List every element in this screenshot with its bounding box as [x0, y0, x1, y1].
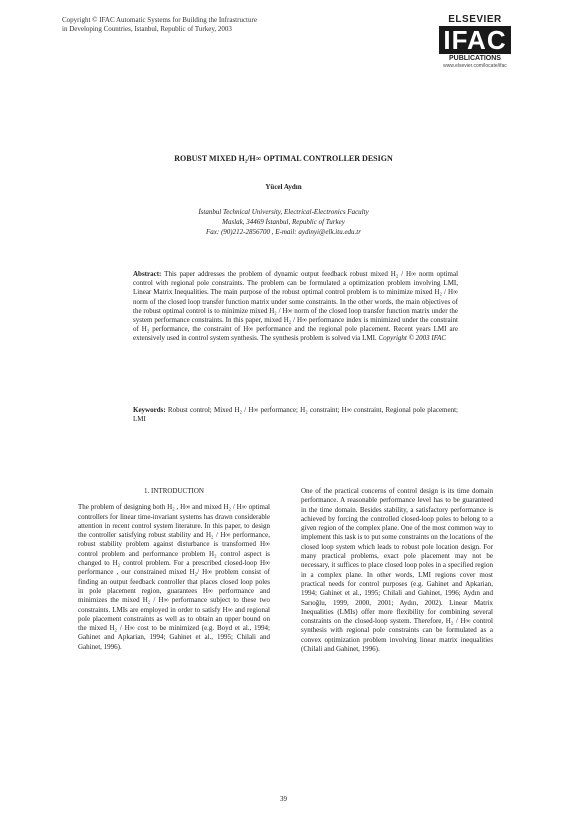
copyright-header: [62, 16, 257, 34]
elsevier-ifac-logo: [425, 14, 525, 69]
keywords-label: Keywords:: [133, 406, 166, 414]
paper-title: ROBUST MIXED H₂/H∞ OPTIMAL CONTROLLER DESIGN: [174, 154, 393, 163]
page-number: 39: [280, 795, 287, 803]
publications-label: PUBLICATIONS: [449, 55, 501, 62]
affiliation-line-1: İstanbul Technical University, Electrical-Electronics Faculty: [198, 208, 369, 216]
affiliation-line-3: Fax: (90)212-2856700 , E-mail: aydinyi@elk.itu.edu.tr: [206, 228, 361, 236]
intro-paragraph-1: The problem of designing both H₂ , H∞ and mixed H₂ / H∞ optimal controllers for linear time-invariant systems has drawn considerable attention in recent control system literature. In this paper, to design the controller satisfying robust stability and H₂ / H∞ performance, robust stability problem against disturbance is transformed H∞ control problem and performance problem H₂ control aspect is changed to H₂ control problem. For a prescribed closed-loop H∞ performance , our constrained mixed H₂/ H∞ problem consist of finding an output feedback controller that places closed loop poles in pole placement region, guarantees H∞ performance and minimizes the mixed H₂ / H∞ performance subject to these two constraints. LMIs are employed in order to satisfy H∞ and regional pole placement constraints as well as to obtain an upper bound on the mixed H₂ / H∞ cost to be minimized (e.g. Boyd et al., 1994; Gahinet and Apkarian, 1994; Gahinet et al., 1995; Chilali and Gahinet, 1996).: [78, 503, 270, 651]
intro-paragraph-2: One of the practical concerns of control design is its time domain performance. A reasonable performance level has to be guaranteed in the time domain. Besides stability, a satisfactory performance is achieved by forcing the controlled closed-loop poles to belong to a given region of the complex plane. One of the most common way to implement this task is to put some constraints on the locations of the closed loop system which leads to robust pole location design. For many practical problems, exact pole placement may not be necessary, it suffices to place closed loop poles in a specified region in a complex plane. In other words, LMI regions cover most practical needs for control purposes (e.g. Gahinet and Apkarian, 1994; Gahinet et al., 1995; Chilali and Gahinet, 1996; Aydın and Sarıoğlu, 1999, 2000, 2001; Aydın, 2002). Linear Matrix Inequalities (LMIs) offer more flexibility for combining several constraints on the closed-loop system. Therefore, H₂ / H∞ control synthesis with regional pole constraints can be formulated as a convex optimization problem involving linear matrix inequalities (Chilali and Gahinet, 1996).: [301, 487, 493, 654]
copyright-line-2: in Developing Countries, Istanbul, Republic of Turkey, 2003: [62, 25, 232, 33]
abstract-text: This paper addresses the problem of dynamic output feedback robust mixed H₂ / H∞ norm optimal control with regional pole constraints. The problem can be formulated a optimization problem involving LMI, Linear Matrix Inequalities. The main purpose of the robust optimal control problem is to minimize mixed H₂ / H∞ norm of the closed loop transfer function matrix under some constraints. In the other words, the main objectives of the robust optimal control is to minimize mixed H₂ / H∞ norm of the closed loop transfer function matrix under the system performance constraints. In this paper, mixed H₂ / H∞ performance index is minimized under the constraint of H₂ performance, the constraint of H∞ performance and the regional pole placement. Recent years LMI are extensively used in control system synthesis. The synthesis problem is solved via LMI.: [133, 270, 459, 343]
abstract-label: Abstract:: [133, 270, 162, 278]
publisher-url: www.elsevier.com/locate/ifac: [443, 63, 507, 69]
elsevier-wordmark: ELSEVIER: [448, 14, 502, 25]
keywords-text: Robust control; Mixed H₂ / H∞ performance; H₂ constraint; H∞ constraint, Regional pole placement; LMI: [133, 406, 458, 424]
paper-author: Yücel Aydın: [265, 183, 302, 191]
ifac-wordmark: IFAC: [439, 26, 510, 54]
copyright-line-1: Copyright © IFAC Automatic Systems for Building the Infrastructure: [62, 16, 257, 24]
abstract-copyright: Copyright © 2003 IFAC: [378, 334, 447, 343]
affiliation-line-2: Maslak, 34469 İstanbul, Republic of Turkey: [222, 218, 345, 226]
keywords: [133, 406, 458, 424]
abstract: [133, 270, 458, 344]
author-affiliation: [0, 207, 567, 237]
right-column: [301, 487, 493, 654]
left-column: [78, 487, 270, 652]
section-heading-introduction: 1. INTRODUCTION: [144, 487, 204, 495]
